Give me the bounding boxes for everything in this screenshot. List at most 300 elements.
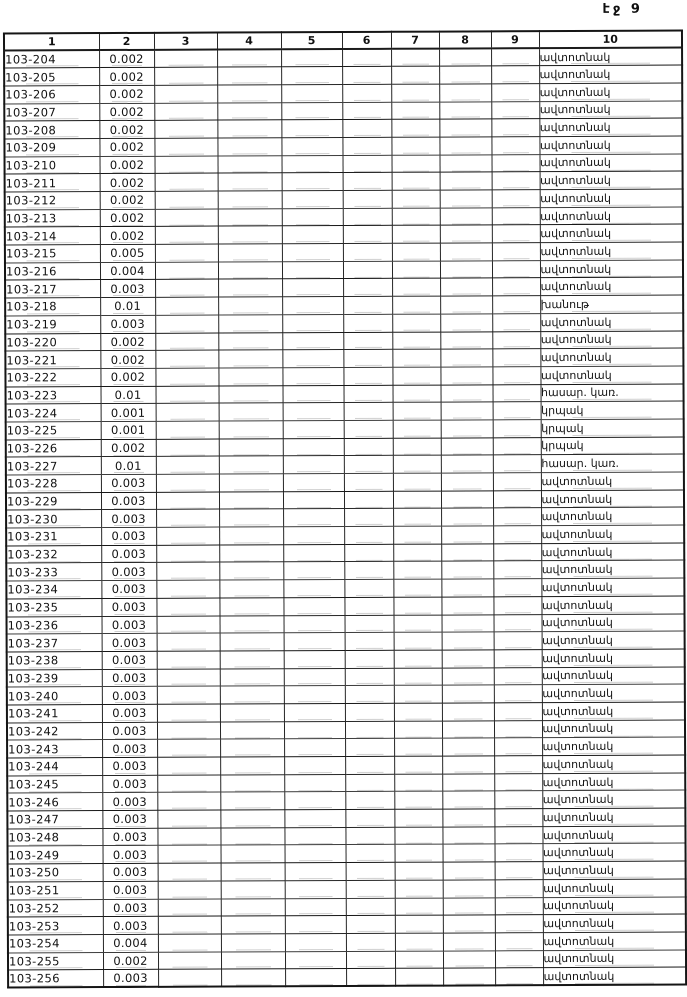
empty-cell	[344, 562, 393, 580]
building-type-cell: ավտոտնակ	[542, 790, 685, 808]
empty-cell	[393, 526, 441, 544]
empty-cell	[440, 331, 492, 349]
empty-cell	[345, 650, 394, 668]
empty-cell	[493, 455, 541, 473]
empty-cell	[156, 421, 219, 439]
empty-cell	[344, 456, 393, 474]
parcel-id-cell: 103-242	[7, 722, 102, 740]
building-type-cell: ավտոտնակ	[541, 507, 684, 525]
area-value-cell: 0.003	[102, 669, 157, 687]
building-type-cell: ավտոտնակ	[539, 154, 682, 172]
column-header-cell: 5	[281, 32, 342, 49]
parcel-id-cell: 103-211	[5, 174, 100, 192]
empty-cell	[393, 385, 441, 403]
building-type-cell: ավտոտնակ	[543, 879, 686, 897]
empty-cell	[344, 526, 393, 544]
empty-cell	[217, 85, 281, 103]
empty-cell	[493, 543, 541, 561]
parcel-id-cell: 103-245	[7, 775, 102, 793]
building-type-cell: ավտոտնակ	[542, 631, 685, 649]
empty-cell	[493, 402, 541, 420]
empty-cell	[395, 845, 443, 863]
area-value-cell: 0.002	[100, 227, 155, 245]
empty-cell	[217, 67, 281, 85]
parcel-id-cell: 103-215	[5, 245, 100, 263]
building-type-cell: ավտոտնակ	[543, 932, 686, 950]
empty-cell	[345, 668, 394, 686]
empty-cell	[344, 597, 393, 615]
area-value-cell: 0.004	[103, 934, 158, 952]
empty-cell	[157, 633, 220, 651]
empty-cell	[220, 686, 284, 704]
empty-cell	[440, 190, 492, 208]
empty-cell	[283, 473, 344, 491]
empty-cell	[393, 579, 441, 597]
empty-cell	[440, 367, 492, 385]
area-value-cell: 0.003	[102, 651, 157, 669]
empty-cell	[284, 756, 345, 774]
empty-cell	[284, 810, 345, 828]
empty-cell	[282, 350, 343, 368]
empty-cell	[154, 120, 217, 138]
parcel-id-cell: 103-239	[7, 669, 102, 687]
empty-cell	[439, 101, 491, 119]
empty-cell	[395, 915, 443, 933]
empty-cell	[155, 156, 218, 174]
empty-cell	[219, 598, 283, 616]
empty-cell	[220, 739, 284, 757]
empty-cell	[155, 279, 218, 297]
empty-cell	[221, 881, 285, 899]
column-header-cell: 3	[154, 33, 217, 50]
column-header-cell: 6	[342, 32, 391, 49]
empty-cell	[393, 597, 441, 615]
empty-cell	[495, 897, 543, 915]
empty-cell	[346, 898, 395, 916]
empty-cell	[441, 544, 493, 562]
empty-cell	[283, 597, 344, 615]
area-value-cell: 0.003	[103, 970, 158, 988]
building-type-cell: ավտոտնակ	[542, 667, 685, 685]
area-value-cell: 0.003	[102, 722, 157, 740]
building-type-cell: ավտոտնակ	[540, 224, 683, 242]
empty-cell	[394, 650, 442, 668]
empty-cell	[156, 492, 219, 510]
parcel-id-cell: 103-223	[6, 386, 101, 404]
empty-cell	[343, 314, 392, 332]
empty-cell	[285, 916, 346, 934]
empty-cell	[157, 739, 220, 757]
empty-cell	[343, 349, 392, 367]
empty-cell	[156, 386, 219, 404]
column-header-cell: 9	[491, 31, 539, 48]
empty-cell	[281, 137, 342, 155]
parcel-id-cell: 103-247	[7, 811, 102, 829]
building-type-cell: ավտոտնակ	[541, 472, 684, 490]
empty-cell	[343, 367, 392, 385]
empty-cell	[345, 632, 394, 650]
area-value-cell: 0.003	[103, 899, 158, 917]
empty-cell	[219, 545, 283, 563]
empty-cell	[285, 969, 346, 987]
building-type-cell: ավտոտնակ	[543, 897, 686, 915]
empty-cell	[492, 154, 540, 172]
building-type-cell: ավտոտնակ	[542, 737, 685, 755]
empty-cell	[440, 154, 492, 172]
parcel-id-cell: 103-240	[7, 687, 102, 705]
area-value-cell: 0.003	[102, 687, 157, 705]
column-header-cell: 10	[539, 31, 682, 49]
area-value-cell: 0.003	[102, 793, 157, 811]
parcel-id-cell: 103-216	[5, 262, 100, 280]
empty-cell	[282, 226, 343, 244]
empty-cell	[217, 102, 281, 120]
empty-cell	[345, 827, 394, 845]
empty-cell	[343, 332, 392, 350]
empty-cell	[158, 845, 221, 863]
empty-cell	[282, 173, 343, 191]
area-value-cell: 0.002	[100, 333, 155, 351]
empty-cell	[391, 102, 439, 120]
empty-cell	[218, 244, 282, 262]
building-type-cell: հասար. կառ.	[541, 384, 684, 402]
empty-cell	[345, 809, 394, 827]
parcel-id-cell: 103-246	[7, 793, 102, 811]
empty-cell	[155, 209, 218, 227]
empty-cell	[156, 527, 219, 545]
building-type-cell: ավտոտնակ	[541, 525, 684, 543]
empty-cell	[342, 102, 391, 120]
empty-cell	[392, 279, 440, 297]
building-type-cell: ավտոտնակ	[539, 101, 682, 119]
building-type-cell: ավտոտնակ	[543, 914, 686, 932]
parcel-table	[3, 30, 687, 989]
building-type-cell: ավտոտնակ	[542, 720, 685, 738]
area-value-cell: 0.004	[100, 262, 155, 280]
area-value-cell: 0.003	[101, 545, 156, 563]
empty-cell	[440, 208, 492, 226]
empty-cell	[440, 296, 492, 314]
empty-cell	[158, 916, 221, 934]
empty-cell	[442, 650, 494, 668]
parcel-id-cell: 103-255	[8, 952, 103, 970]
empty-cell	[218, 208, 282, 226]
empty-cell	[493, 420, 541, 438]
building-type-cell: ավտոտնակ	[540, 313, 683, 331]
parcel-id-cell: 103-219	[5, 315, 100, 333]
empty-cell	[281, 120, 342, 138]
building-type-cell: ավտոտնակ	[540, 207, 683, 225]
empty-cell	[442, 738, 494, 756]
building-type-cell: ավտոտնակ	[542, 614, 685, 632]
empty-cell	[440, 261, 492, 279]
building-type-cell: կրպակ	[541, 419, 684, 437]
empty-cell	[392, 225, 440, 243]
empty-cell	[495, 915, 543, 933]
empty-cell	[154, 138, 217, 156]
empty-cell	[345, 774, 394, 792]
empty-cell	[494, 650, 542, 668]
empty-cell	[442, 774, 494, 792]
empty-cell	[346, 933, 395, 951]
empty-cell	[221, 969, 285, 987]
empty-cell	[283, 544, 344, 562]
building-type-cell: ավտոտնակ	[541, 596, 684, 614]
empty-cell	[157, 775, 220, 793]
area-value-cell: 0.002	[99, 68, 154, 86]
empty-cell	[441, 384, 493, 402]
empty-cell	[495, 844, 543, 862]
empty-cell	[492, 260, 540, 278]
empty-cell	[493, 437, 541, 455]
empty-cell	[442, 756, 494, 774]
empty-cell	[282, 208, 343, 226]
empty-cell	[491, 119, 539, 137]
empty-cell	[441, 597, 493, 615]
column-header-cell: 4	[217, 32, 281, 49]
parcel-id-cell: 103-252	[8, 899, 103, 917]
empty-cell	[443, 897, 495, 915]
table-row	[8, 967, 686, 988]
empty-cell	[393, 438, 441, 456]
area-value-cell: 0.003	[102, 616, 157, 634]
empty-cell	[394, 791, 442, 809]
parcel-id-cell: 103-225	[6, 421, 101, 439]
empty-cell	[284, 827, 345, 845]
empty-cell	[283, 562, 344, 580]
parcel-id-cell: 103-235	[6, 598, 101, 616]
parcel-id-cell: 103-209	[4, 138, 99, 156]
empty-cell	[493, 526, 541, 544]
empty-cell	[155, 244, 218, 262]
empty-cell	[392, 296, 440, 314]
empty-cell	[443, 968, 495, 986]
empty-cell	[442, 614, 494, 632]
area-value-cell: 0.002	[100, 174, 155, 192]
column-header-cell: 7	[391, 32, 439, 49]
empty-cell	[442, 809, 494, 827]
parcel-id-cell: 103-224	[6, 404, 101, 422]
area-value-cell: 0.002	[99, 138, 154, 156]
area-value-cell: 0.002	[100, 351, 155, 369]
empty-cell	[156, 580, 219, 598]
building-type-cell: ավտոտնակ	[540, 348, 683, 366]
parcel-id-cell: 103-210	[5, 156, 100, 174]
empty-cell	[220, 792, 284, 810]
empty-cell	[494, 773, 542, 791]
empty-cell	[218, 262, 282, 280]
building-type-cell: ավտոտնակ	[542, 702, 685, 720]
empty-cell	[440, 225, 492, 243]
empty-cell	[220, 668, 284, 686]
area-value-cell: 0.003	[103, 881, 158, 899]
empty-cell	[157, 757, 220, 775]
empty-cell	[392, 314, 440, 332]
empty-cell	[219, 385, 283, 403]
empty-cell	[343, 208, 392, 226]
empty-cell	[157, 722, 220, 740]
parcel-id-cell: 103-243	[7, 740, 102, 758]
empty-cell	[221, 898, 285, 916]
empty-cell	[443, 844, 495, 862]
empty-cell	[441, 508, 493, 526]
empty-cell	[391, 84, 439, 102]
area-value-cell: 0.01	[101, 457, 156, 475]
empty-cell	[492, 349, 540, 367]
building-type-cell: ավտոտնակ	[539, 136, 682, 154]
area-value-cell: 0.01	[101, 386, 156, 404]
empty-cell	[219, 580, 283, 598]
building-type-cell: ավտոտնակ	[540, 242, 683, 260]
empty-cell	[281, 49, 342, 67]
empty-cell	[284, 615, 345, 633]
empty-cell	[392, 208, 440, 226]
empty-cell	[346, 951, 395, 969]
empty-cell	[281, 84, 342, 102]
area-value-cell: 0.001	[101, 421, 156, 439]
building-type-cell: ավտոտնակ	[542, 808, 685, 826]
building-type-cell: ավտոտնակ	[542, 755, 685, 773]
area-value-cell: 0.002	[103, 952, 158, 970]
empty-cell	[491, 101, 539, 119]
empty-cell	[494, 738, 542, 756]
parcel-id-cell: 103-253	[8, 917, 103, 935]
empty-cell	[283, 527, 344, 545]
empty-cell	[391, 66, 439, 84]
empty-cell	[346, 915, 395, 933]
parcel-id-cell: 103-232	[6, 545, 101, 563]
empty-cell	[285, 898, 346, 916]
empty-cell	[220, 633, 284, 651]
empty-cell	[284, 686, 345, 704]
empty-cell	[284, 739, 345, 757]
empty-cell	[282, 244, 343, 262]
empty-cell	[394, 809, 442, 827]
empty-cell	[440, 314, 492, 332]
empty-cell	[345, 686, 394, 704]
parcel-id-cell: 103-254	[8, 934, 103, 952]
building-type-cell: ավտոտնակ	[542, 684, 685, 702]
building-type-cell: ավտոտնակ	[541, 543, 684, 561]
empty-cell	[283, 456, 344, 474]
empty-cell	[441, 561, 493, 579]
area-value-cell: 0.003	[102, 740, 157, 758]
parcel-id-cell: 103-238	[7, 651, 102, 669]
empty-cell	[442, 827, 494, 845]
empty-cell	[284, 650, 345, 668]
building-type-cell: ավտոտնակ	[542, 649, 685, 667]
empty-cell	[219, 491, 283, 509]
parcel-id-cell: 103-206	[4, 85, 99, 103]
area-value-cell: 0.003	[103, 846, 158, 864]
empty-cell	[344, 385, 393, 403]
empty-cell	[393, 402, 441, 420]
empty-cell	[158, 899, 221, 917]
empty-cell	[344, 491, 393, 509]
empty-cell	[217, 138, 281, 156]
empty-cell	[219, 527, 283, 545]
area-value-cell: 0.003	[101, 527, 156, 545]
empty-cell	[346, 969, 395, 987]
empty-cell	[346, 880, 395, 898]
empty-cell	[156, 474, 219, 492]
empty-cell	[442, 703, 494, 721]
empty-cell	[282, 367, 343, 385]
empty-cell	[284, 792, 345, 810]
empty-cell	[394, 668, 442, 686]
empty-cell	[157, 616, 220, 634]
empty-cell	[442, 667, 494, 685]
building-type-cell: ավտոտնակ	[540, 331, 683, 349]
empty-cell	[285, 951, 346, 969]
parcel-id-cell: 103-217	[5, 280, 100, 298]
building-type-cell: հասար. կառ.	[541, 454, 684, 472]
empty-cell	[156, 509, 219, 527]
empty-cell	[393, 420, 441, 438]
empty-cell	[220, 721, 284, 739]
empty-cell	[392, 172, 440, 190]
empty-cell	[392, 261, 440, 279]
parcel-id-cell: 103-249	[8, 846, 103, 864]
parcel-id-cell: 103-244	[7, 758, 102, 776]
area-value-cell: 0.01	[100, 297, 155, 315]
empty-cell	[345, 739, 394, 757]
empty-cell	[218, 173, 282, 191]
empty-cell	[285, 845, 346, 863]
building-type-cell: ավտոտնակ	[539, 48, 682, 66]
area-value-cell: 0.002	[99, 50, 154, 68]
empty-cell	[442, 791, 494, 809]
empty-cell	[494, 614, 542, 632]
empty-cell	[221, 916, 285, 934]
empty-cell	[441, 473, 493, 491]
area-value-cell: 0.002	[99, 103, 154, 121]
area-value-cell: 0.003	[101, 492, 156, 510]
building-type-cell: ավտոտնակ	[541, 490, 684, 508]
empty-cell	[345, 703, 394, 721]
building-type-cell: ավտոտնակ	[541, 578, 684, 596]
area-value-cell: 0.003	[101, 474, 156, 492]
empty-cell	[221, 845, 285, 863]
empty-cell	[492, 243, 540, 261]
empty-cell	[439, 48, 491, 66]
empty-cell	[284, 774, 345, 792]
empty-cell	[155, 350, 218, 368]
empty-cell	[156, 545, 219, 563]
empty-cell	[219, 438, 283, 456]
empty-cell	[441, 437, 493, 455]
area-value-cell: 0.003	[102, 757, 157, 775]
empty-cell	[155, 333, 218, 351]
empty-cell	[218, 279, 282, 297]
empty-cell	[494, 809, 542, 827]
empty-cell	[281, 67, 342, 85]
empty-cell	[441, 455, 493, 473]
empty-cell	[441, 579, 493, 597]
empty-cell	[494, 720, 542, 738]
building-type-cell: ավտոտնակ	[543, 967, 686, 985]
empty-cell	[394, 721, 442, 739]
building-type-cell: կրպակ	[541, 401, 684, 419]
empty-cell	[158, 881, 221, 899]
empty-cell	[284, 721, 345, 739]
area-value-cell: 0.002	[99, 85, 154, 103]
empty-cell	[442, 632, 494, 650]
empty-cell	[395, 951, 443, 969]
empty-cell	[443, 880, 495, 898]
empty-cell	[492, 331, 540, 349]
empty-cell	[439, 66, 491, 84]
